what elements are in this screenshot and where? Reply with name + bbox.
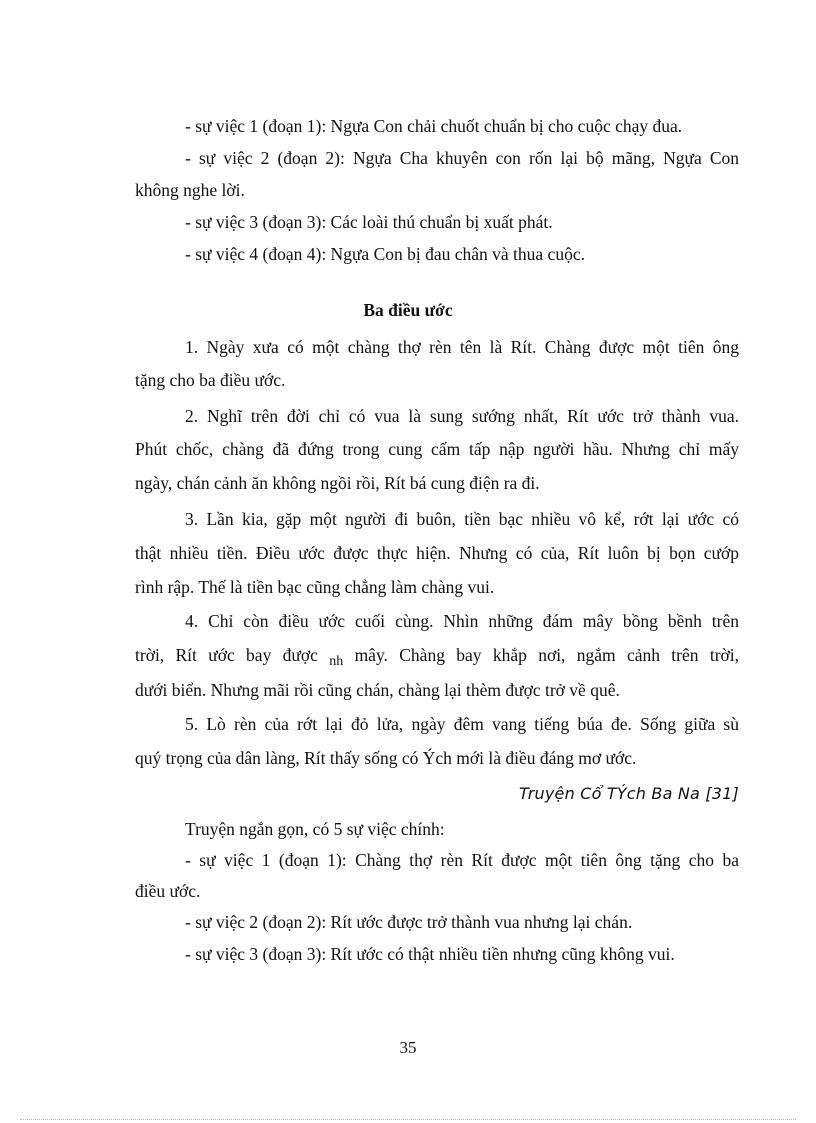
story-text: mây. Chàng bay khắp nơi, ngắm cảnh trên trời, xyxy=(354,645,740,665)
story-line xyxy=(135,644,739,669)
story-line: thật nhiều tiền. Điều ước được thực hiện. Nhưng có của, Rít luôn bị bọn cướp xyxy=(135,543,739,563)
story-line: tặng cho ba điều ước. xyxy=(135,370,286,390)
story-line: ngày, chán cảnh ăn không ngồi rồi, Rít bá cung điện ra đi. xyxy=(135,473,540,493)
story-line: dưới biển. Nhưng mãi rồi cũng chán, chàng lại thèm được trở về quê. xyxy=(135,680,620,700)
story-line: 2. Nghĩ trên đời chỉ có vua là sung sướng nhất, Rít ước trở thành vua. xyxy=(185,406,739,426)
event-line: không nghe lời. xyxy=(135,180,245,200)
story-line: 5. Lò rèn của rớt lại đỏ lửa, ngày đêm vang tiếng búa đe. Sống giữa sù xyxy=(185,714,739,734)
story-title: Ba điều ước xyxy=(363,300,453,320)
page-divider xyxy=(20,1119,796,1120)
story-line: quý trọng của dân làng, Rít thấy sống có Ých mới là điều đáng mơ ước. xyxy=(135,748,637,768)
story-text-fragment: nh xyxy=(329,654,344,669)
story-text: trời, Rít ước bay được xyxy=(135,645,318,665)
story-line: 3. Lần kia, gặp một người đi buôn, tiền bạc nhiều vô kể, rớt lại ước có xyxy=(185,509,739,529)
event-line: - sự việc 2 (đoạn 2): Rít ước được trở thành vua nhưng lại chán. xyxy=(185,912,633,932)
event-line: - sự việc 3 (đoạn 3): Các loài thú chuẩn bị xuất phát. xyxy=(185,212,553,232)
summary-intro: Truyện ngắn gọn, có 5 sự việc chính: xyxy=(185,819,445,839)
story-line: Phút chốc, chàng đã đứng trong cung cấm tấp nập người hầu. Nhưng chỉ mấy xyxy=(135,439,739,459)
event-line: điều ước. xyxy=(135,881,201,901)
event-line: - sự việc 1 (đoạn 1): Chàng thợ rèn Rít được một tiên ông tặng cho ba xyxy=(185,850,739,870)
event-line: - sự việc 2 (đoạn 2): Ngựa Cha khuyên con rốn lại bộ mãng, Ngựa Con xyxy=(185,148,739,168)
story-line: rình rập. Thế là tiền bạc cũng chẳng làm chàng vui. xyxy=(135,577,495,597)
event-line: - sự việc 1 (đoạn 1): Ngựa Con chải chuốt chuẩn bị cho cuộc chạy đua. xyxy=(185,116,683,136)
page-number: 35 xyxy=(399,1038,417,1057)
event-line: - sự việc 4 (đoạn 4): Ngựa Con bị đau chân và thua cuộc. xyxy=(185,244,585,264)
story-line: 1. Ngày xưa có một chàng thợ rèn tên là Rít. Chàng được một tiên ông xyxy=(185,337,739,357)
event-line: - sự việc 3 (đoạn 3): Rít ước có thật nhiều tiền nhưng cũng không vui. xyxy=(185,944,675,964)
story-line: 4. Chỉ còn điều ước cuối cùng. Nhìn những đám mây bồng bềnh trên xyxy=(185,611,739,631)
story-source: Truyện Cổ TÝch Ba Na [31] xyxy=(519,784,739,803)
